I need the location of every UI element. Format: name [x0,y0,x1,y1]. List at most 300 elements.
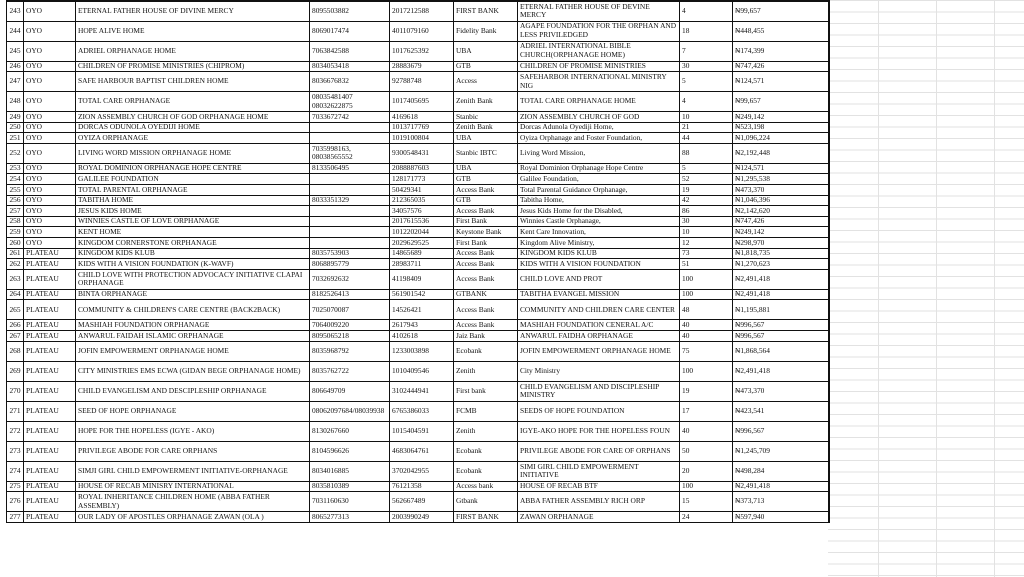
count-cell[interactable]: 20 [680,461,733,481]
row-number-cell[interactable]: 263 [7,269,24,289]
state-cell[interactable]: OYO [24,1,76,21]
phone-cell[interactable]: 08062097684/08039938 [310,401,390,421]
count-cell[interactable]: 18 [680,21,733,41]
amount-cell[interactable]: ₦2,192,448 [733,143,829,163]
state-cell[interactable]: PLATEAU [24,481,76,492]
row-number-cell[interactable]: 249 [7,112,24,123]
orphanage-name-cell[interactable]: PRIVILEGE ABODE FOR CARE ORPHANS [76,441,310,461]
bank-cell[interactable]: FIRST BANK [454,1,518,21]
amount-cell[interactable]: ₦298,970 [733,238,829,249]
state-cell[interactable]: PLATEAU [24,248,76,259]
count-cell[interactable]: 24 [680,512,733,523]
count-cell[interactable]: 73 [680,248,733,259]
phone-cell[interactable]: 8130267660 [310,421,390,441]
amount-cell[interactable]: ₦1,096,224 [733,133,829,144]
orphanage-name-cell[interactable]: KINGDOM CORNERSTONE ORPHANAGE [76,238,310,249]
row-number-cell[interactable]: 246 [7,61,24,72]
orphanage-name-cell[interactable]: COMMUNITY & CHILDREN'S CARE CENTRE (BACK2BACK) [76,300,310,320]
bank-cell[interactable]: Access Bank [454,259,518,270]
state-cell[interactable]: OYO [24,72,76,92]
bank-cell[interactable]: GTB [454,174,518,185]
phone-cell[interactable]: 8182526413 [310,289,390,300]
row-number-cell[interactable]: 276 [7,492,24,512]
orphanage-name-cell[interactable]: KIDS WITH A VISION FOUNDATION (K-WAVF) [76,259,310,270]
orphanage-name-cell[interactable]: CHILD LOVE WITH PROTECTION ADVOCACY INITIATIVE CLAPAI ORPHANAGE [76,269,310,289]
phone-cell[interactable] [310,122,390,133]
account-name-cell[interactable]: ZION ASSEMBLY CHURCH OF GOD [518,112,680,123]
account-number-cell[interactable]: 2029629525 [390,238,454,249]
row-number-cell[interactable]: 271 [7,401,24,421]
orphanage-name-cell[interactable]: HOPE ALIVE HOME [76,21,310,41]
row-number-cell[interactable]: 245 [7,41,24,61]
bank-cell[interactable]: UBA [454,133,518,144]
state-cell[interactable]: OYO [24,185,76,196]
count-cell[interactable]: 52 [680,174,733,185]
state-cell[interactable]: PLATEAU [24,401,76,421]
account-name-cell[interactable]: Jesus Kids Home for the Disabled, [518,206,680,217]
state-cell[interactable]: PLATEAU [24,421,76,441]
count-cell[interactable]: 4 [680,1,733,21]
account-number-cell[interactable]: 1015404591 [390,421,454,441]
count-cell[interactable]: 75 [680,341,733,361]
count-cell[interactable]: 40 [680,421,733,441]
row-number-cell[interactable]: 273 [7,441,24,461]
orphanage-name-cell[interactable]: WINNIES CASTLE OF LOVE ORPHANAGE [76,216,310,227]
account-number-cell[interactable]: 212365035 [390,195,454,206]
row-number-cell[interactable]: 277 [7,512,24,523]
bank-cell[interactable]: Ecobank [454,461,518,481]
bank-cell[interactable]: Access Bank [454,206,518,217]
state-cell[interactable]: OYO [24,206,76,217]
bank-cell[interactable]: First Bank [454,238,518,249]
bank-cell[interactable]: First bank [454,381,518,401]
account-number-cell[interactable]: 3702042955 [390,461,454,481]
amount-cell[interactable]: ₦373,713 [733,492,829,512]
amount-cell[interactable]: ₦1,270,623 [733,259,829,270]
account-number-cell[interactable]: 1017625392 [390,41,454,61]
orphanage-name-cell[interactable]: CHILDREN OF PROMISE MINISTRIES (CHIPROM) [76,61,310,72]
row-number-cell[interactable]: 275 [7,481,24,492]
orphanage-name-cell[interactable]: DORCAS ODUNOLA OYEDIJI HOME [76,122,310,133]
account-name-cell[interactable]: City Ministry [518,361,680,381]
phone-cell[interactable] [310,216,390,227]
row-number-cell[interactable]: 253 [7,163,24,174]
amount-cell[interactable]: ₦249,142 [733,227,829,238]
row-number-cell[interactable]: 255 [7,185,24,196]
account-number-cell[interactable]: 50429341 [390,185,454,196]
state-cell[interactable]: OYO [24,133,76,144]
amount-cell[interactable]: ₦1,818,735 [733,248,829,259]
account-number-cell[interactable]: 1233003898 [390,341,454,361]
account-number-cell[interactable]: 4102618 [390,331,454,342]
account-number-cell[interactable]: 9300548431 [390,143,454,163]
orphanage-name-cell[interactable]: HOPE FOR THE HOPELESS (IGYE - AKO) [76,421,310,441]
account-name-cell[interactable]: Tabitha Home, [518,195,680,206]
state-cell[interactable]: OYO [24,61,76,72]
account-name-cell[interactable]: ETERNAL FATHER HOUSE OF DEVINE MERCY [518,1,680,21]
phone-cell[interactable] [310,133,390,144]
orphanage-name-cell[interactable]: TABITHA HOME [76,195,310,206]
count-cell[interactable]: 21 [680,122,733,133]
state-cell[interactable]: OYO [24,112,76,123]
count-cell[interactable]: 19 [680,185,733,196]
phone-cell[interactable]: 7063842588 [310,41,390,61]
count-cell[interactable]: 51 [680,259,733,270]
phone-cell[interactable] [310,174,390,185]
account-number-cell[interactable]: 1012202044 [390,227,454,238]
state-cell[interactable]: PLATEAU [24,289,76,300]
row-number-cell[interactable]: 258 [7,216,24,227]
account-name-cell[interactable]: ADRIEL INTERNATIONAL BIBLE CHURCH(ORPHANAGE HOME) [518,41,680,61]
bank-cell[interactable]: Keystone Bank [454,227,518,238]
bank-cell[interactable]: Access Bank [454,269,518,289]
phone-cell[interactable] [310,185,390,196]
account-name-cell[interactable]: Kingdom Alive Ministry, [518,238,680,249]
phone-cell[interactable]: 8104596626 [310,441,390,461]
amount-cell[interactable]: ₦2,491,418 [733,289,829,300]
state-cell[interactable]: PLATEAU [24,331,76,342]
account-name-cell[interactable]: SEEDS OF HOPE FOUNDATION [518,401,680,421]
row-number-cell[interactable]: 261 [7,248,24,259]
amount-cell[interactable]: ₦174,399 [733,41,829,61]
count-cell[interactable]: 4 [680,92,733,112]
orphanage-name-cell[interactable]: KINGDOM KIDS KLUB [76,248,310,259]
bank-cell[interactable]: Gtbank [454,492,518,512]
phone-cell[interactable] [310,238,390,249]
phone-cell[interactable]: 7031160630 [310,492,390,512]
orphanage-name-cell[interactable]: ZION ASSEMBLY CHURCH OF GOD ORPHANAGE HOME [76,112,310,123]
phone-cell[interactable]: 8095503882 [310,1,390,21]
amount-cell[interactable]: ₦1,195,881 [733,300,829,320]
phone-cell[interactable]: 8034016885 [310,461,390,481]
bank-cell[interactable]: Zenith Bank [454,122,518,133]
account-name-cell[interactable]: MASHIAH FOUNDATION CENERAL A/C [518,320,680,331]
row-number-cell[interactable]: 247 [7,72,24,92]
row-number-cell[interactable]: 262 [7,259,24,270]
phone-cell[interactable] [310,227,390,238]
account-name-cell[interactable]: Galilee Foundation, [518,174,680,185]
bank-cell[interactable]: GTB [454,195,518,206]
account-number-cell[interactable]: 1017405695 [390,92,454,112]
amount-cell[interactable]: ₦1,245,709 [733,441,829,461]
state-cell[interactable]: OYO [24,41,76,61]
amount-cell[interactable]: ₦124,571 [733,72,829,92]
state-cell[interactable]: OYO [24,92,76,112]
count-cell[interactable]: 5 [680,163,733,174]
account-name-cell[interactable]: Total Parental Guidance Orphanage, [518,185,680,196]
account-name-cell[interactable]: KIDS WITH A VISION FOUNDATION [518,259,680,270]
account-number-cell[interactable]: 2617943 [390,320,454,331]
phone-cell[interactable]: 8035968792 [310,341,390,361]
count-cell[interactable]: 19 [680,381,733,401]
account-name-cell[interactable]: Dorcas Adunola Oyediji Home, [518,122,680,133]
orphanage-name-cell[interactable]: BINTA ORPHANAGE [76,289,310,300]
state-cell[interactable]: OYO [24,174,76,185]
account-number-cell[interactable]: 2017615536 [390,216,454,227]
state-cell[interactable]: PLATEAU [24,341,76,361]
amount-cell[interactable]: ₦1,295,538 [733,174,829,185]
account-name-cell[interactable]: Royal Dominion Orphanage Hope Centre [518,163,680,174]
state-cell[interactable]: PLATEAU [24,441,76,461]
state-cell[interactable]: PLATEAU [24,381,76,401]
orphanage-name-cell[interactable]: ROYAL INHERITANCE CHILDREN HOME (ABBA FATHER ASSEMBLY) [76,492,310,512]
count-cell[interactable]: 30 [680,61,733,72]
orphanage-name-cell[interactable]: MASHIAH FOUNDATION ORPHANAGE [76,320,310,331]
account-number-cell[interactable]: 2003990249 [390,512,454,523]
phone-cell[interactable]: 806649709 [310,381,390,401]
orphanage-name-cell[interactable]: OYIZA ORPHANAGE [76,133,310,144]
count-cell[interactable]: 10 [680,227,733,238]
orphanage-name-cell[interactable]: ETERNAL FATHER HOUSE OF DIVINE MERCY [76,1,310,21]
count-cell[interactable]: 10 [680,112,733,123]
phone-cell[interactable]: 8036676832 [310,72,390,92]
amount-cell[interactable]: ₦523,198 [733,122,829,133]
orphanage-name-cell[interactable]: KENT HOME [76,227,310,238]
bank-cell[interactable]: Jaiz Bank [454,331,518,342]
bank-cell[interactable]: GTBANK [454,289,518,300]
account-name-cell[interactable]: CHILDREN OF PROMISE MINISTRIES [518,61,680,72]
phone-cell[interactable]: 08035481407 08032622875 [310,92,390,112]
phone-cell[interactable]: 7032692632 [310,269,390,289]
count-cell[interactable]: 40 [680,320,733,331]
amount-cell[interactable]: ₦747,426 [733,216,829,227]
account-name-cell[interactable]: HOUSE OF RECAB BTF [518,481,680,492]
row-number-cell[interactable]: 267 [7,331,24,342]
phone-cell[interactable]: 8035810389 [310,481,390,492]
phone-cell[interactable]: 8033351329 [310,195,390,206]
amount-cell[interactable]: ₦473,370 [733,381,829,401]
row-number-cell[interactable]: 272 [7,421,24,441]
bank-cell[interactable]: Access Bank [454,300,518,320]
orphanage-name-cell[interactable]: JOFIN EMPOWERMENT ORPHANAGE HOME [76,341,310,361]
phone-cell[interactable]: 8034053418 [310,61,390,72]
row-number-cell[interactable]: 252 [7,143,24,163]
account-number-cell[interactable]: 4169618 [390,112,454,123]
amount-cell[interactable]: ₦448,455 [733,21,829,41]
bank-cell[interactable]: Zenith [454,421,518,441]
account-number-cell[interactable]: 2017212588 [390,1,454,21]
phone-cell[interactable]: 8035753903 [310,248,390,259]
bank-cell[interactable]: Access Bank [454,320,518,331]
phone-cell[interactable]: 7064009220 [310,320,390,331]
count-cell[interactable]: 15 [680,492,733,512]
amount-cell[interactable]: ₦996,567 [733,421,829,441]
count-cell[interactable]: 44 [680,133,733,144]
phone-cell[interactable]: 8035762722 [310,361,390,381]
phone-cell[interactable]: 8133506495 [310,163,390,174]
orphanage-name-cell[interactable]: GALILEE FOUNDATION [76,174,310,185]
orphanage-name-cell[interactable]: JESUS KIDS HOME [76,206,310,217]
count-cell[interactable]: 48 [680,300,733,320]
account-name-cell[interactable]: PRIVILEGE ABODE FOR CARE OF ORPHANS [518,441,680,461]
bank-cell[interactable]: UBA [454,163,518,174]
amount-cell[interactable]: ₦423,541 [733,401,829,421]
bank-cell[interactable]: UBA [454,41,518,61]
account-number-cell[interactable]: 562667489 [390,492,454,512]
count-cell[interactable]: 86 [680,206,733,217]
account-name-cell[interactable]: SIMI GIRL CHILD EMPOWERMENT INITIATIVE [518,461,680,481]
phone-cell[interactable]: 8068895779 [310,259,390,270]
account-name-cell[interactable]: COMMUNITY AND CHILDREN CARE CENTER [518,300,680,320]
amount-cell[interactable]: ₦498,284 [733,461,829,481]
state-cell[interactable]: PLATEAU [24,461,76,481]
account-name-cell[interactable]: ZAWAN ORPHANAGE [518,512,680,523]
state-cell[interactable]: PLATEAU [24,320,76,331]
state-cell[interactable]: OYO [24,122,76,133]
state-cell[interactable]: OYO [24,238,76,249]
amount-cell[interactable]: ₦99,657 [733,92,829,112]
phone-cell[interactable]: 8069017474 [310,21,390,41]
account-name-cell[interactable]: KINGDOM KIDS KLUB [518,248,680,259]
account-name-cell[interactable]: CHILD LOVE AND PROT [518,269,680,289]
bank-cell[interactable]: Access [454,72,518,92]
phone-cell[interactable]: 8065277313 [310,512,390,523]
bank-cell[interactable]: Access Bank [454,185,518,196]
count-cell[interactable]: 30 [680,216,733,227]
row-number-cell[interactable]: 270 [7,381,24,401]
count-cell[interactable]: 40 [680,331,733,342]
bank-cell[interactable]: Access Bank [454,248,518,259]
bank-cell[interactable]: Ecobank [454,441,518,461]
account-number-cell[interactable]: 4011079160 [390,21,454,41]
state-cell[interactable]: OYO [24,195,76,206]
row-number-cell[interactable]: 259 [7,227,24,238]
account-number-cell[interactable]: 4683064761 [390,441,454,461]
account-name-cell[interactable]: CHILD EVANGELISM AND DISCIPLESHIP MINISTRY [518,381,680,401]
count-cell[interactable]: 100 [680,481,733,492]
amount-cell[interactable]: ₦1,046,396 [733,195,829,206]
amount-cell[interactable]: ₦99,657 [733,1,829,21]
phone-cell[interactable]: 8095065218 [310,331,390,342]
bank-cell[interactable]: Fidelity Bank [454,21,518,41]
phone-cell[interactable]: 7035998163, 08038565552 [310,143,390,163]
bank-cell[interactable]: Stanbic IBTC [454,143,518,163]
orphanage-name-cell[interactable]: ADRIEL ORPHANAGE HOME [76,41,310,61]
bank-cell[interactable]: FCMB [454,401,518,421]
account-number-cell[interactable]: 2088887603 [390,163,454,174]
account-name-cell[interactable]: AGAPE FOUNDATION FOR THE ORPHAN AND LESS PRIVILEDGED [518,21,680,41]
phone-cell[interactable] [310,206,390,217]
amount-cell[interactable]: ₦2,491,418 [733,269,829,289]
account-name-cell[interactable]: Oyiza Orphanage and Foster Foundation, [518,133,680,144]
state-cell[interactable]: OYO [24,163,76,174]
row-number-cell[interactable]: 268 [7,341,24,361]
row-number-cell[interactable]: 260 [7,238,24,249]
row-number-cell[interactable]: 264 [7,289,24,300]
account-number-cell[interactable]: 128171773 [390,174,454,185]
row-number-cell[interactable]: 257 [7,206,24,217]
account-name-cell[interactable]: IGYE-AKO HOPE FOR THE HOPELESS FOUN [518,421,680,441]
account-name-cell[interactable]: TABITHA EVANGEL MISSION [518,289,680,300]
orphanage-name-cell[interactable]: OUR LADY OF APOSTLES ORPHANAGE ZAWAN (OLA ) [76,512,310,523]
bank-cell[interactable]: FIRST BANK [454,512,518,523]
bank-cell[interactable]: GTB [454,61,518,72]
state-cell[interactable]: OYO [24,21,76,41]
state-cell[interactable]: PLATEAU [24,512,76,523]
account-number-cell[interactable]: 1019100804 [390,133,454,144]
amount-cell[interactable]: ₦2,491,418 [733,481,829,492]
account-name-cell[interactable]: ABBA FATHER ASSEMBLY RICH ORP [518,492,680,512]
row-number-cell[interactable]: 243 [7,1,24,21]
account-number-cell[interactable]: 14526421 [390,300,454,320]
orphanage-name-cell[interactable]: ROYAL DOMINION ORPHANAGE HOPE CENTRE [76,163,310,174]
bank-cell[interactable]: Zenith Bank [454,92,518,112]
row-number-cell[interactable]: 248 [7,92,24,112]
row-number-cell[interactable]: 266 [7,320,24,331]
count-cell[interactable]: 100 [680,269,733,289]
amount-cell[interactable]: ₦996,567 [733,320,829,331]
count-cell[interactable]: 42 [680,195,733,206]
bank-cell[interactable]: Stanbic [454,112,518,123]
orphanage-name-cell[interactable]: CITY MINISTRIES EMS ECWA (GIDAN BEGE ORPHANAGE HOME) [76,361,310,381]
account-name-cell[interactable]: Kent Care Innovation, [518,227,680,238]
amount-cell[interactable]: ₦996,567 [733,331,829,342]
bank-cell[interactable]: Access bank [454,481,518,492]
account-number-cell[interactable]: 1010409546 [390,361,454,381]
row-number-cell[interactable]: 256 [7,195,24,206]
row-number-cell[interactable]: 269 [7,361,24,381]
row-number-cell[interactable]: 265 [7,300,24,320]
state-cell[interactable]: PLATEAU [24,259,76,270]
account-number-cell[interactable]: 76121358 [390,481,454,492]
count-cell[interactable]: 17 [680,401,733,421]
count-cell[interactable]: 88 [680,143,733,163]
bank-cell[interactable]: Zenith [454,361,518,381]
amount-cell[interactable]: ₦249,142 [733,112,829,123]
count-cell[interactable]: 5 [680,72,733,92]
state-cell[interactable]: PLATEAU [24,300,76,320]
account-number-cell[interactable]: 1013717769 [390,122,454,133]
count-cell[interactable]: 100 [680,289,733,300]
row-number-cell[interactable]: 254 [7,174,24,185]
amount-cell[interactable]: ₦2,142,620 [733,206,829,217]
account-name-cell[interactable]: TOTAL CARE ORPHANAGE HOME [518,92,680,112]
state-cell[interactable]: PLATEAU [24,492,76,512]
account-name-cell[interactable]: Living Word Mission, [518,143,680,163]
account-number-cell[interactable]: 561901542 [390,289,454,300]
amount-cell[interactable]: ₦473,370 [733,185,829,196]
orphanage-name-cell[interactable]: LIVING WORD MISSION ORPHANAGE HOME [76,143,310,163]
amount-cell[interactable]: ₦747,426 [733,61,829,72]
amount-cell[interactable]: ₦124,571 [733,163,829,174]
row-number-cell[interactable]: 250 [7,122,24,133]
orphanage-name-cell[interactable]: TOTAL CARE ORPHANAGE [76,92,310,112]
phone-cell[interactable]: 7033672742 [310,112,390,123]
amount-cell[interactable]: ₦2,491,418 [733,361,829,381]
row-number-cell[interactable]: 251 [7,133,24,144]
bank-cell[interactable]: First Bank [454,216,518,227]
account-name-cell[interactable]: JOFIN EMPOWERMENT ORPHANAGE HOME [518,341,680,361]
account-number-cell[interactable]: 3102444941 [390,381,454,401]
phone-cell[interactable]: 7025070087 [310,300,390,320]
state-cell[interactable]: PLATEAU [24,269,76,289]
orphanage-name-cell[interactable]: SEED OF HOPE ORPHANAGE [76,401,310,421]
account-number-cell[interactable]: 92788748 [390,72,454,92]
bank-cell[interactable]: Ecobank [454,341,518,361]
account-number-cell[interactable]: 28983711 [390,259,454,270]
account-number-cell[interactable]: 28883679 [390,61,454,72]
count-cell[interactable]: 12 [680,238,733,249]
state-cell[interactable]: OYO [24,227,76,238]
orphanage-name-cell[interactable]: HOUSE OF RECAB MINISRY INTERNATIONAL [76,481,310,492]
row-number-cell[interactable]: 244 [7,21,24,41]
account-number-cell[interactable]: 14865689 [390,248,454,259]
orphanage-name-cell[interactable]: CHILD EVANGELISM AND DESCIPLESHIP ORPHANAGE [76,381,310,401]
count-cell[interactable]: 100 [680,361,733,381]
account-name-cell[interactable]: Winnies Castle Orphanage, [518,216,680,227]
row-number-cell[interactable]: 274 [7,461,24,481]
count-cell[interactable]: 50 [680,441,733,461]
